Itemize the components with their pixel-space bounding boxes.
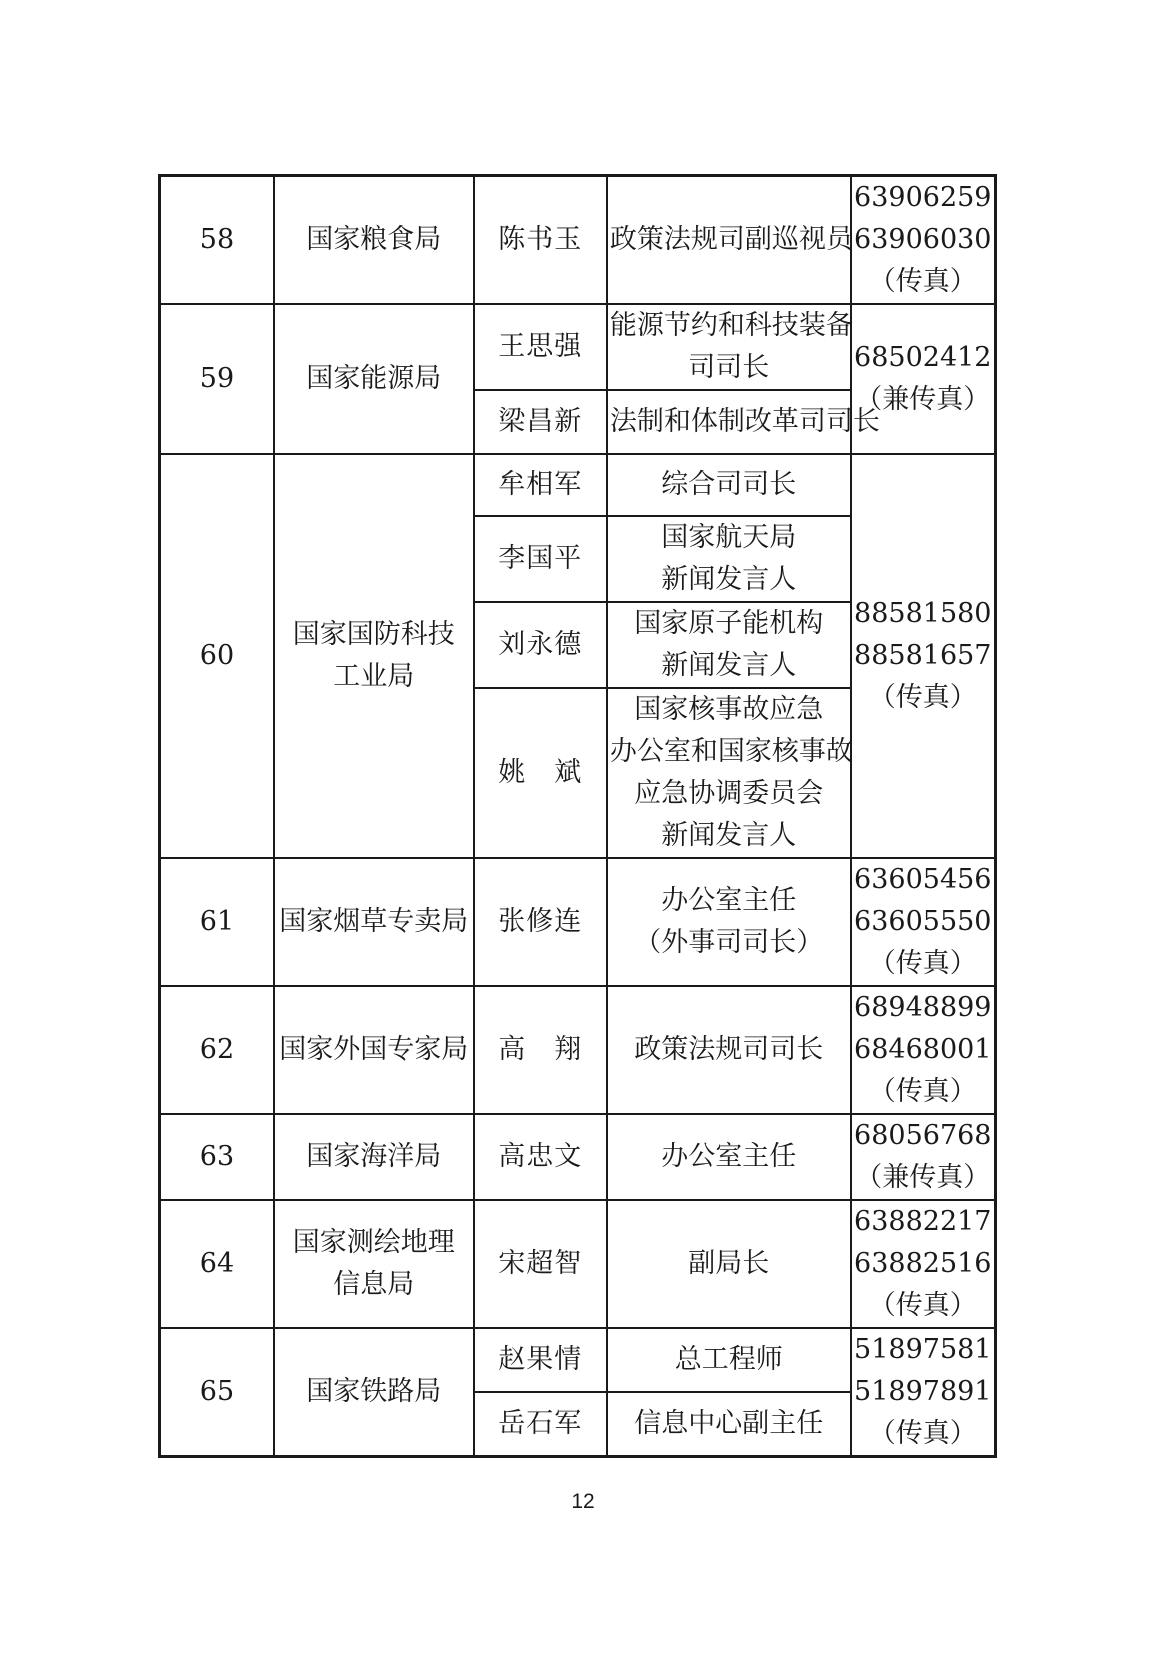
row-number: 60	[160, 454, 274, 858]
text-line: 国家铁路局	[306, 1376, 442, 1407]
organization-cell	[274, 176, 474, 305]
text-line: 63605456	[854, 864, 992, 895]
spokesperson-table	[158, 174, 997, 1458]
text-line: 68056768	[854, 1120, 992, 1151]
text-line: （传真）	[868, 682, 977, 713]
text-line: 51897891	[854, 1376, 992, 1407]
person-title	[607, 602, 851, 688]
text-line: 国家粮食局	[306, 224, 442, 255]
text-line: 国家外国专家局	[279, 1034, 469, 1065]
text-line: 63882516	[854, 1248, 992, 1279]
person-title	[607, 304, 851, 390]
person-name: 张修连	[474, 858, 607, 986]
row-number: 63	[160, 1114, 274, 1200]
text-line: 法制和体制改革司司长	[609, 406, 880, 437]
text-line: （传真）	[868, 266, 977, 297]
text-line: 国家测绘地理	[292, 1227, 455, 1258]
person-name: 李国平	[474, 516, 607, 602]
text-line: 国家国防科技	[292, 619, 455, 650]
text-line: （传真）	[868, 948, 977, 979]
text-line: 综合司司长	[661, 469, 797, 500]
text-line: 63605550	[854, 906, 992, 937]
text-line: 51897581	[854, 1334, 992, 1365]
person-title	[607, 390, 880, 454]
text-line: （兼传真）	[855, 384, 991, 415]
text-line: 总工程师	[674, 1344, 783, 1376]
table-row	[160, 986, 996, 1114]
person-title	[607, 516, 851, 602]
person-title	[607, 858, 851, 986]
phone-cell	[851, 1200, 996, 1328]
organization-cell	[274, 304, 474, 454]
organization-cell	[274, 1328, 474, 1457]
table-row	[160, 1328, 996, 1392]
person-title	[607, 1328, 851, 1392]
text-line: 国家能源局	[306, 363, 442, 394]
row-number: 62	[160, 986, 274, 1114]
row-number: 65	[160, 1328, 274, 1457]
text-line: （传真）	[868, 1076, 977, 1107]
organization-cell	[274, 1114, 474, 1200]
text-line: 68502412	[854, 342, 992, 373]
text-line: 司司长	[688, 352, 770, 383]
person-name: 姚 斌	[474, 688, 607, 858]
table-row	[160, 1200, 996, 1328]
table-row	[160, 304, 996, 390]
person-title	[607, 986, 851, 1114]
person-title	[607, 454, 851, 516]
text-line: 国家核事故应急	[634, 694, 824, 725]
text-line: 国家海洋局	[306, 1141, 442, 1172]
text-line: 副局长	[688, 1248, 770, 1279]
text-line: 国家原子能机构	[634, 608, 824, 639]
text-line: 办公室主任	[661, 885, 797, 916]
table-row	[160, 858, 996, 986]
person-title	[607, 1200, 851, 1328]
text-line: 88581657	[854, 640, 992, 671]
organization-cell	[274, 986, 474, 1114]
text-line: 68468001	[854, 1034, 992, 1065]
text-line: （传真）	[868, 1290, 977, 1321]
text-line: 63906259	[854, 182, 992, 213]
phone-cell	[851, 176, 996, 305]
text-line: 国家航天局	[661, 522, 797, 553]
phone-cell	[851, 1328, 996, 1457]
person-name: 岳石军	[474, 1392, 607, 1456]
text-line: 63906030	[854, 224, 992, 255]
text-line: 68948899	[854, 992, 992, 1023]
organization-cell	[274, 858, 474, 986]
text-line: 新闻发言人	[661, 820, 797, 851]
person-name: 高 翔	[474, 986, 607, 1114]
text-line: （兼传真）	[855, 1162, 991, 1193]
person-name: 梁昌新	[474, 390, 607, 454]
text-line: 能源节约和科技装备	[609, 310, 853, 341]
text-line: （外事司司长）	[634, 927, 824, 958]
text-line: 信息中心副主任	[634, 1408, 824, 1440]
row-number: 58	[160, 176, 274, 305]
phone-cell	[851, 858, 996, 986]
organization-cell	[274, 454, 474, 858]
text-line: 应急协调委员会	[634, 778, 824, 809]
row-number: 59	[160, 304, 274, 454]
text-line: 政策法规司副巡视员	[609, 224, 853, 255]
phone-cell	[851, 454, 996, 858]
table-row	[160, 1114, 996, 1200]
phone-cell	[851, 1114, 996, 1200]
row-number: 61	[160, 858, 274, 986]
person-name: 宋超智	[474, 1200, 607, 1328]
text-line: 国家烟草专卖局	[279, 906, 469, 937]
text-line: 政策法规司司长	[634, 1034, 824, 1065]
table-body	[160, 176, 996, 1457]
organization-cell	[274, 1200, 474, 1328]
text-line: 63882217	[854, 1206, 992, 1237]
row-number: 64	[160, 1200, 274, 1328]
person-name: 牟相军	[474, 454, 607, 516]
person-name: 刘永德	[474, 602, 607, 688]
person-name: 赵果情	[474, 1328, 607, 1392]
table-row	[160, 176, 996, 305]
person-name: 王思强	[474, 304, 607, 390]
phone-cell	[851, 986, 996, 1114]
text-line: （传真）	[868, 1418, 977, 1449]
person-title	[607, 688, 851, 858]
text-line: 新闻发言人	[661, 650, 797, 681]
person-title	[607, 1392, 851, 1456]
text-line: 工业局	[333, 661, 415, 692]
person-title	[607, 176, 851, 305]
person-name: 陈书玉	[474, 176, 607, 305]
text-line: 88581580	[854, 598, 992, 629]
page-number: 12	[571, 1490, 595, 1513]
table-row	[160, 454, 996, 516]
person-title	[607, 1114, 851, 1200]
text-line: 办公室和国家核事故	[609, 736, 853, 767]
text-line: 办公室主任	[661, 1141, 797, 1172]
person-name: 高忠文	[474, 1114, 607, 1200]
text-line: 信息局	[333, 1269, 415, 1300]
text-line: 新闻发言人	[661, 564, 797, 595]
